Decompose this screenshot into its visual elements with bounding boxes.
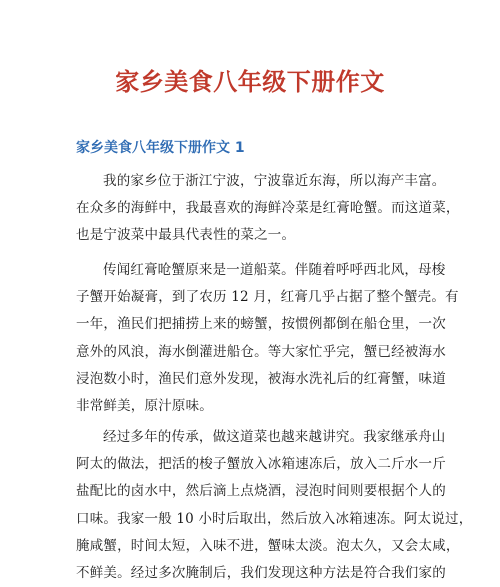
document-title: 家乡美食八年级下册作文 bbox=[115, 68, 385, 96]
paragraph-line: 子蟹开始凝膏，到了农历 12 月，红膏几乎占据了整个蟹壳。有 bbox=[76, 289, 459, 306]
paragraph-line: 经过多年的传承，做这道菜也越来越讲究。我家继承舟山 bbox=[103, 429, 446, 445]
paragraph-line: 不鲜美。经过多次腌制后，我们发现这种方法是符合我们家的 bbox=[76, 565, 446, 582]
paragraph-line: 传闻红膏呛蟹原来是一道船菜。伴随着呼呼西北风，母梭 bbox=[103, 262, 446, 278]
paragraph-1 bbox=[76, 168, 460, 250]
paragraph-line: 盐配比的卤水中，然后滴上点烧酒，浸泡时间则要根据个人的 bbox=[76, 483, 446, 500]
paragraph-line: 一年，渔民们把捕捞上来的螃蟹，按惯例都倒在船仓里，一次 bbox=[76, 316, 446, 333]
section-heading: 家乡美食八年级下册作文 1 bbox=[76, 140, 245, 156]
paragraph-line: 腌咸蟹，时间太短，入味不进，蟹味太淡。泡太久，又会太咸， bbox=[76, 537, 460, 554]
paragraph-3 bbox=[76, 424, 473, 587]
paragraph-line: 非常鲜美，原汁原味。 bbox=[76, 398, 213, 415]
paragraph-line: 口味。我家一般 10 小时后取出，然后放入冰箱速冻。阿太说过， bbox=[76, 510, 473, 527]
paragraph-2 bbox=[76, 257, 459, 420]
paragraph-line: 意外的风浪，海水倒灌进船仓。等大家忙乎完，蟹已经被海水 bbox=[76, 343, 446, 360]
paragraph-line: 也是宁波菜中最具代表性的菜之一。 bbox=[76, 227, 296, 244]
paragraph-line: 浸泡数小时，渔民们意外发现，被海水洗礼后的红膏蟹，味道 bbox=[76, 370, 446, 387]
paragraph-line: 在众多的海鲜中，我最喜欢的海鲜冷菜是红膏呛蟹。而这道菜， bbox=[76, 200, 460, 217]
paragraph-line: 阿太的做法，把活的梭子蟹放入冰箱速冻后，放入二斤水一斤 bbox=[76, 456, 446, 473]
paragraph-line: 我的家乡位于浙江宁波，宁波靠近东海，所以海产丰富。 bbox=[103, 173, 446, 189]
